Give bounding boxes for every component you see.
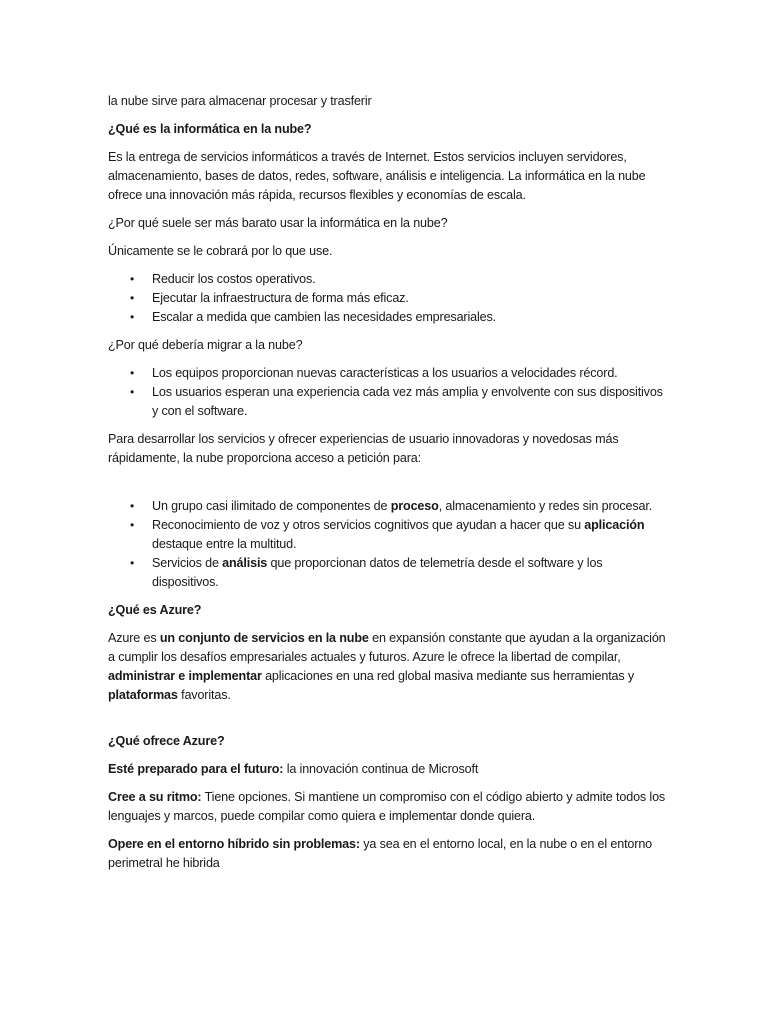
bullet-icon: • (130, 310, 135, 324)
list-item: • Reducir los costos operativos. (152, 270, 668, 289)
document-page (108, 92, 668, 882)
intro-line: la nube sirve para almacenar procesar y trasferir (108, 94, 372, 108)
list-item: • Los usuarios esperan una experiencia cada vez más amplia y envolvente con sus dispositivos y con el software. (130, 385, 663, 418)
list-item: • Un grupo casi ilimitado de componentes de proceso, almacenamiento y redes sin procesar. (152, 497, 668, 516)
paragraph-hibrido: Opere en el entorno híbrido sin problemas: ya sea en el entorno local, en la nube o en el entorno perimetral he hibrida (108, 837, 653, 870)
paragraph-ritmo: Cree a su ritmo: Tiene opciones. Si mantiene un compromiso con el código abierto y admite todos los lenguajes y marcos, puede compilar como quiera e implementar donde quiera. (108, 790, 666, 823)
list-item: • Los equipos proporcionan nuevas características a los usuarios a velocidades récord. (152, 364, 668, 383)
heading-que-ofrece-azure: ¿Qué ofrece Azure? (108, 734, 225, 748)
bullet-icon: • (130, 291, 135, 305)
list-item: • Escalar a medida que cambien las necesidades empresariales. (152, 308, 668, 327)
list-acceso-peticion (108, 497, 668, 592)
list-item: • Ejecutar la infraestructura de forma más eficaz. (152, 289, 668, 308)
list-item: • Reconocimiento de voz y otros servicios cognitivos que ayudan a hacer que su aplicación destaque entre la multitud. (130, 518, 645, 551)
spacer (108, 477, 668, 497)
bullet-icon: • (130, 518, 135, 532)
paragraph-futuro: Esté preparado para el futuro: la innovación continua de Microsoft (108, 762, 479, 776)
paragraph-cobro-uso: Únicamente se le cobrará por lo que use. (108, 244, 333, 258)
heading-por-que-migrar: ¿Por qué debería migrar a la nube? (108, 338, 303, 352)
bullet-icon: • (130, 272, 135, 286)
paragraph-desarrollar: Para desarrollar los servicios y ofrecer experiencias de usuario innovadoras y novedosas más rápidamente, la nube proporciona acceso a petición para: (108, 432, 619, 465)
paragraph-definicion-nube: Es la entrega de servicios informáticos a través de Internet. Estos servicios incluyen servidores, almacenamiento, bases de datos, redes, software, análisis e inteligencia. La informática en la nube ofrece una innovación más rápida, recursos flexibles y economías de escala. (108, 150, 646, 202)
heading-por-que-barato: ¿Por qué suele ser más barato usar la informática en la nube? (108, 216, 448, 230)
bullet-icon: • (130, 556, 135, 570)
bullet-icon: • (130, 366, 135, 380)
bullet-icon: • (130, 385, 135, 399)
list-item: • Servicios de análisis que proporcionan datos de telemetría desde el software y los dispositivos. (130, 556, 603, 589)
list-razones-migrar (108, 364, 668, 421)
list-ventajas-costo (108, 270, 668, 327)
bullet-icon: • (130, 499, 135, 513)
paragraph-azure: Azure es un conjunto de servicios en la nube en expansión constante que ayudan a la organización a cumplir los desafíos empresariales actuales y futuros. Azure le ofrece la libertad de compilar, administrar e implementar aplicaciones en una red global masiva mediante sus herramientas y plataformas favoritas. (108, 631, 666, 702)
heading-que-es-azure: ¿Qué es Azure? (108, 603, 202, 617)
spacer (108, 714, 668, 732)
heading-que-es-nube: ¿Qué es la informática en la nube? (108, 122, 312, 136)
